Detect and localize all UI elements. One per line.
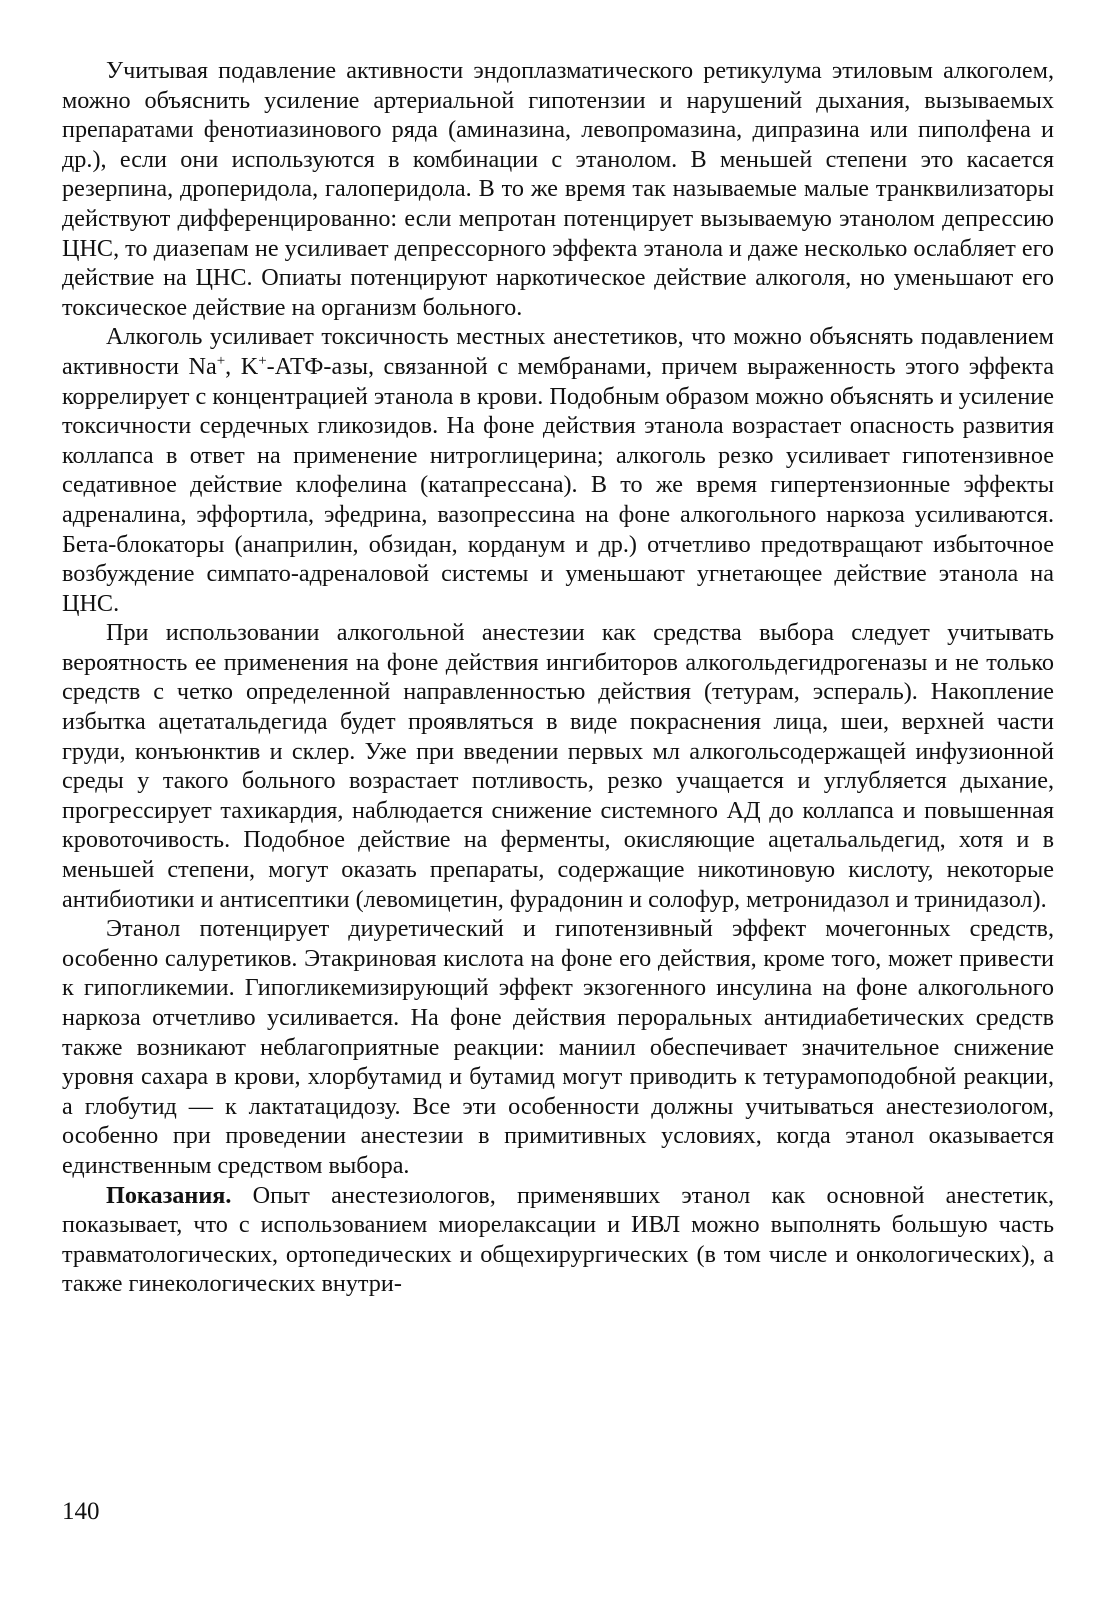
paragraph-diuretics-antidiabetics: Этанол потенцирует диуретический и гипотензивный эффект мочегонных средств, особенно салуретиков. Этакриновая кислота на фоне его действия, кроме того, может привести к гипогликемии. Гипогликемизирующий эффект экзогенного инсулина на фоне алкогольного наркоза отчетливо усиливается. На фоне действия пероральных антидиабетических средств также возникают неблагоприятные реакции: маниил обеспечивает значительное снижение уровня сахара в крови, хлорбутамид и бутамид могут приводить к тетурамоподобной реакции, а глобутид — к лактатацидозу. Все эти особенности должны учитываться анестезиологом, особенно при проведении анестезии в примитивных условиях, когда этанол оказывается единственным средством выбора. <box>62 915 1054 1179</box>
paragraph-text-segment: Опыт анестезиологов, применявших этанол как основной анестетик, показывает, что с использованием миорелаксации и ИВЛ можно выполнять большую часть травматологических, ортопедических и общехирургических (в том числе и онкологических), а также гинекологических внутри- <box>62 1181 1054 1298</box>
paragraph-drug-interactions-cns: Учитывая подавление активности эндоплазматического ретикулума этиловым алкоголем, можно объяснить усиление артериальной гипотензии и нарушений дыхания, вызываемых препаратами фенотиазинового ряда (аминазина, левопромазина, дипразина или пиполфена и др.), если они используются в комбинации с этанолом. В меньшей степени это касается резерпина, дроперидола, галоперидола. В то же время так называемые малые транквилизаторы действуют дифференцированно: если мепротан потенцирует вызываемую этанолом депрессию ЦНС, то диазепам не усиливает депрессорного эффекта этанола и даже несколько ослабляет его действие на ЦНС. Опиаты потенцируют наркотическое действие алкоголя, но уменьшают его токсическое действие на организм больного. <box>62 57 1054 321</box>
superscript-plus: + <box>258 352 267 369</box>
paragraph-alcohol-dehydrogenase-inhibitors: При использовании алкогольной анестезии как средства выбора следует учитывать вероятность ее применения на фоне действия ингибиторов алкогольдегидрогеназы и не только средств с четко определенной направленностью действия (тетурам, эспераль). Накопление избытка ацетатальдегида будет проявляться в виде покраснения лица, шеи, верхней части груди, конъюнктив и склер. Уже при введении первых мл алкогольсодержащей инфузионной среды у такого больного возрастает потливость, резко учащается и углубляется дыхание, прогрессирует тахикардия, наблюдается снижение системного АД до коллапса и повышенная кровоточивость. Подобное действие на ферменты, окисляющие ацетальальдегид, хотя и в меньшей степени, могут оказать препараты, содержащие никотиновую кислоту, некоторые антибиотики и антисептики (левомицетин, фурадонин и солофур, метронидазол и тринидазол). <box>62 619 1054 913</box>
paragraph-text-segment: -АТФ-азы, связанной с мембранами, причем выраженность этого эффекта коррелирует с концентрацией этанола в крови. Подобным образом можно объяснять и усиление токсичности сердечных гликозидов. На фоне действия этанола возрастает опасность развития коллапса в ответ на применение нитроглицерина; алкоголь резко усиливает гипотензивное седативное действие клофелина (катапрессана). В то же время гипертензионные эффекты адреналина, эффортила, эфедрина, вазопрессина на фоне алкогольного наркоза усиливаются. Бета-блокаторы (анаприлин, обзидан, корданум и др.) отчетливо предотвращают избыточное возбуждение симпато-адреналовой системы и уменьшают угнетающее действие этанола на ЦНС. <box>62 352 1054 617</box>
page-number: 140 <box>62 1498 100 1525</box>
body-text <box>62 56 1054 1299</box>
paragraph-text-segment: , K <box>225 352 259 380</box>
superscript-plus: + <box>216 352 226 369</box>
paragraph-text-segment: Алкоголь усиливает токсичность местных анестетиков, что можно объяснять подавлением активности Na <box>62 323 1054 380</box>
indications-heading: Показания. <box>106 1181 232 1209</box>
paragraph-local-anesthetics <box>62 322 1054 618</box>
paragraph-indications <box>62 1181 1054 1299</box>
